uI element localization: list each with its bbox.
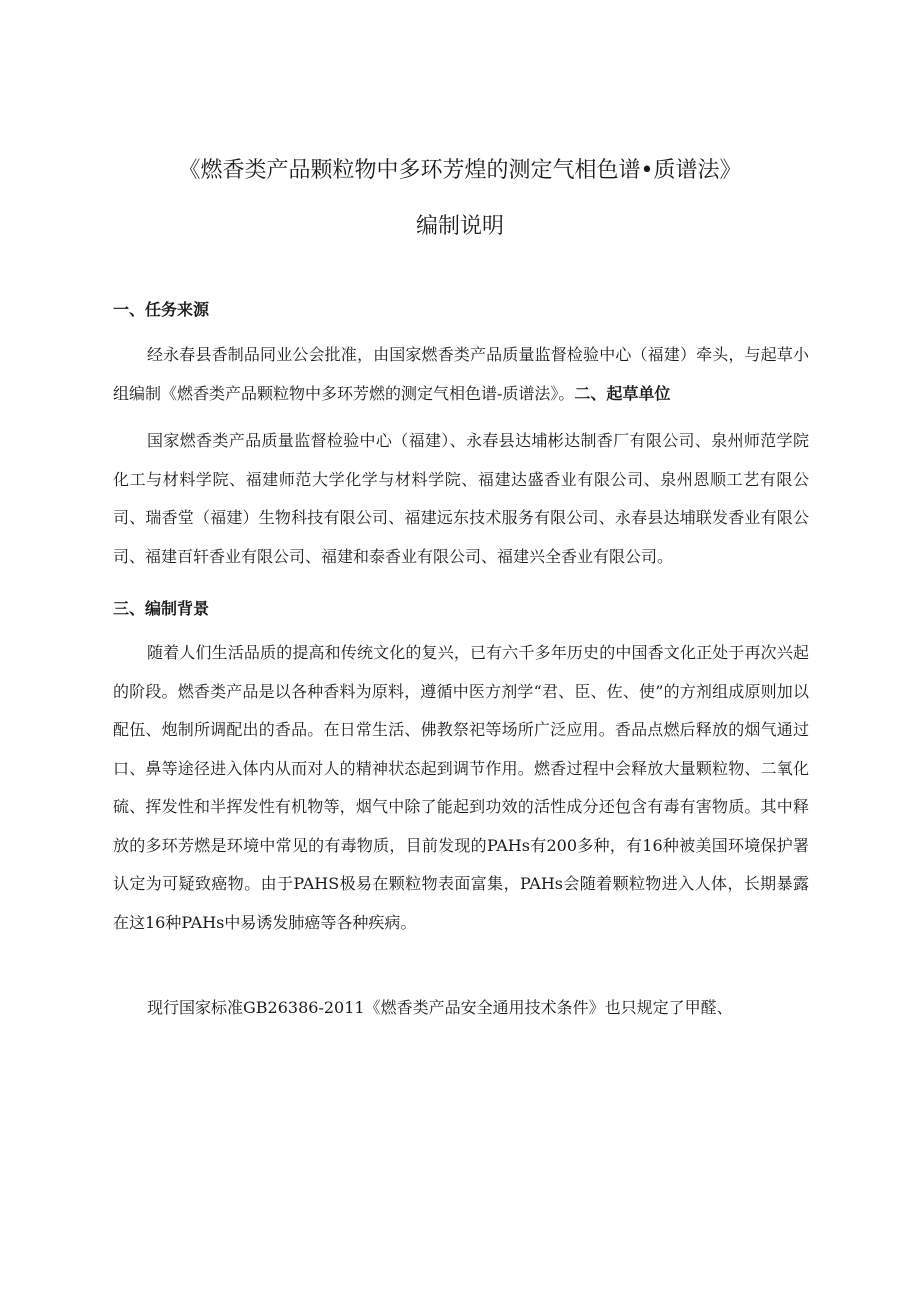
section-3-paragraph-1: 随着人们生活品质的提高和传统文化的复兴，已有六千多年历史的中国香文化正处于再次兴起的阶段。燃香类产品是以各种香料为原料，遵循中医方剂学“君、臣、佐、使”的方剂组成原则加以配伍、炮制所调配出的香品。在日常生活、佛教祭祀等场所广泛应用。香品点燃后释放的烟气通过口、鼻等途径进入体内从而对人的精神状态起到调节作用。燃香过程中会释放大量颗粒物、二氧化硫、挥发性和半挥发性有机物等，烟气中除了能起到功效的活性成分还包含有毒有害物质。其中释放的多环芳燃是环境中常见的有毒物质，目前发现的PAHs有200多种，有16种被美国环境保护署认定为可疑致癌物。由于PAHS极易在颗粒物表面富集，PAHs会随着颗粒物进入人体，长期暴露在这16种PAHs中易诱发肺癌等各种疾病。 bbox=[113, 643, 809, 932]
section-1-heading: 一、任务来源 bbox=[113, 300, 210, 319]
section-1-text: 经永春县香制品同业公会批准，由国家燃香类产品质量监督检验中心（福建）牵头，与起草小组编制《燃香类产品颗粒物中多环芳燃的测定气相色谱-质谱法》。 bbox=[113, 345, 809, 403]
section-1-paragraph bbox=[113, 336, 809, 413]
section-2-heading: 二、起草单位 bbox=[574, 383, 671, 403]
document-title: 《燃香类产品颗粒物中多环芳煌的测定气相色谱•质谱法》 bbox=[178, 158, 742, 183]
section-3-paragraph-2: 现行国家标准GB26386-2011《燃香类产品安全通用技术条件》也只规定了甲醛、 bbox=[147, 998, 733, 1017]
document-subtitle: 编制说明 bbox=[415, 214, 504, 239]
section-3-heading: 三、编制背景 bbox=[113, 599, 210, 618]
section-2-paragraph: 国家燃香类产品质量监督检验中心（福建）、永春县达埔彬达制香厂有限公司、泉州师范学院化工与材料学院、福建师范大学化学与材料学院、福建达盛香业有限公司、泉州恩顺工艺有限公司、瑞香堂（福建）生物科技有限公司、福建远东技术服务有限公司、永春县达埔联发香业有限公司、福建百轩香业有限公司、福建和泰香业有限公司、福建兴全香业有限公司。 bbox=[113, 431, 809, 566]
